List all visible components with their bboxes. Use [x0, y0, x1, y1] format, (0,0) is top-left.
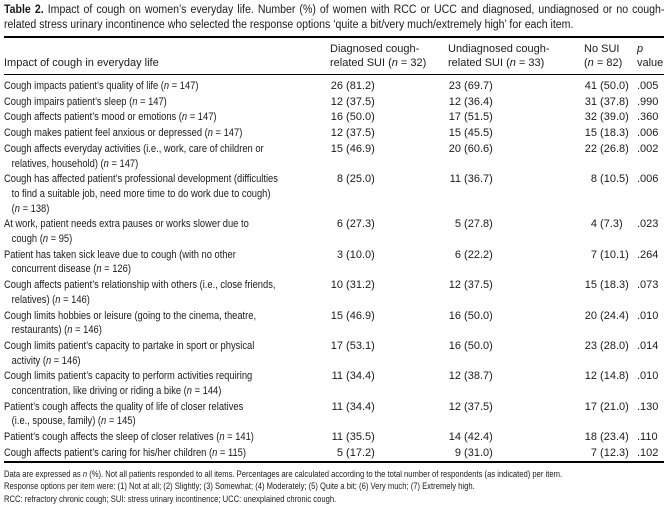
count-value: 15 — [330, 142, 343, 155]
p-value-cell: .990 — [637, 95, 659, 108]
p-value-cell: .102 — [637, 446, 659, 459]
table-row — [4, 308, 664, 338]
count-value: 9 — [454, 446, 461, 459]
row-label: Cough impacts patient’s quality of life (n = 147) — [4, 80, 199, 92]
diagnosed-sui-cell: 3 (10.0) — [326, 247, 444, 277]
diagnosed-sui-cell: 8 (25.0) — [326, 171, 444, 216]
table-row — [4, 399, 664, 429]
column-header-impact: Impact of cough in everyday life — [4, 37, 326, 75]
count-value: 12 — [584, 370, 597, 383]
p-value-cell: .360 — [637, 111, 659, 124]
count-value: 14 — [448, 431, 461, 444]
table-row — [4, 247, 664, 277]
count-value: 15 — [584, 127, 597, 140]
table-row — [4, 445, 664, 462]
count-value: 41 — [584, 80, 597, 92]
table-row — [4, 216, 664, 246]
count-value: 11 — [331, 431, 343, 444]
footnote-response-options: Response options per item were: (1) Not at all; (2) Slightly; (3) Somewhat; (4) Moderately; (5) Quite a bit; (6) Very much; (7) Extremely high. — [4, 481, 475, 492]
count-value: 10 — [330, 279, 343, 292]
count-value: 7 — [590, 248, 597, 261]
table-row — [4, 277, 664, 307]
undiagnosed-sui-cell: 16 (50.0) — [448, 339, 493, 352]
undiagnosed-sui-cell: 15 (45.5) — [448, 127, 493, 140]
count-value: 11 — [449, 173, 461, 186]
row-label: Patient has taken sick leave due to cough (with no other concurrent disease (n = 126) — [4, 248, 236, 276]
count-value: 6 — [336, 218, 343, 231]
table-caption — [4, 3, 664, 33]
row-label: Cough limits hobbies or leisure (going to the cinema, theatre, restaurants) (n = 146) — [4, 309, 257, 337]
results-table — [4, 36, 664, 463]
count-value: 12 — [448, 370, 461, 383]
count-value: 20 — [448, 142, 461, 155]
count-value: 4 — [590, 218, 597, 231]
count-value: 6 — [454, 248, 461, 261]
no-sui-cell: 41 (50.0) — [584, 80, 629, 92]
table-row — [4, 109, 664, 125]
undiagnosed-sui-cell: 20 (60.6) — [448, 142, 493, 155]
count-value: 20 — [584, 309, 597, 322]
table-row — [4, 125, 664, 141]
undiagnosed-sui-cell: 6 (22.2) — [444, 247, 576, 277]
p-value-cell: .130 — [637, 400, 659, 413]
row-label: At work, patient needs extra pauses or works slower due to cough (n = 95) — [4, 218, 249, 246]
row-label: Cough limits patient’s capacity to partake in sport or physical activity (n = 146) — [4, 339, 255, 367]
table-caption-text-block — [4, 3, 664, 33]
count-value: 8 — [590, 173, 597, 186]
diagnosed-sui-cell: 17 (53.1) — [330, 339, 375, 352]
no-sui-cell: 20 (24.4) — [584, 309, 629, 322]
undiagnosed-sui-cell: 16 (50.0) — [448, 309, 493, 322]
diagnosed-sui-cell: 15 (46.9) — [330, 309, 375, 322]
column-header-diagnosed-sui: Diagnosed cough- related SUI (n = 32) — [326, 37, 444, 75]
undiagnosed-sui-cell: 12 (37.5) — [448, 400, 493, 413]
count-value: 22 — [584, 142, 597, 155]
count-value: 17 — [584, 400, 597, 413]
undiagnosed-sui-cell: 12 (37.5) — [448, 279, 493, 292]
undiagnosed-sui-cell: 17 (51.5) — [448, 111, 493, 124]
no-sui-cell: 18 (23.4) — [584, 431, 629, 444]
no-sui-cell: 23 (28.0) — [584, 339, 629, 352]
count-value: 11 — [331, 400, 343, 413]
p-value-cell: .110 — [637, 431, 658, 444]
results-table-body — [4, 75, 664, 462]
p-value-cell: .005 — [637, 80, 659, 92]
row-label: Patient’s cough affects the sleep of closer relatives (n = 141) — [4, 431, 254, 444]
row-label: Cough affects patient’s relationship with others (i.e., close friends, relatives) (n = 146) — [4, 279, 276, 306]
count-value: 23 — [584, 339, 597, 352]
p-value-cell: .073 — [637, 279, 659, 292]
count-value: 17 — [330, 339, 343, 352]
count-value: 32 — [584, 111, 597, 124]
diagnosed-sui-cell: 12 (37.5) — [330, 95, 375, 108]
p-value-cell: .006 — [637, 127, 659, 140]
footnote-data-note: Data are expressed as n (%). Not all patients responded to all items. Percentages are calculated according to the total number of respondents (as indicated) per item. — [4, 468, 563, 479]
row-label: Cough limits patient’s capacity to perform activities requiring concentration, like driving or riding a bike (n = 144) — [4, 370, 253, 398]
row-label: Cough impairs patient’s sleep (n = 147) — [4, 95, 167, 108]
count-value: 5 — [454, 218, 461, 231]
no-sui-cell: 17 (21.0) — [584, 400, 629, 413]
count-value: 5 — [336, 446, 343, 459]
no-sui-cell: 32 (39.0) — [584, 111, 629, 124]
count-value: 8 — [336, 173, 343, 186]
row-label: Cough makes patient feel anxious or depressed (n = 147) — [4, 127, 243, 140]
p-value-cell: .002 — [637, 142, 659, 155]
count-value: 16 — [448, 309, 461, 322]
row-label: Cough affects patient’s caring for his/her children (n = 115) — [4, 446, 246, 459]
count-value: 17 — [448, 111, 461, 124]
diagnosed-sui-cell: 15 (46.9) — [330, 142, 375, 155]
column-header-no-sui: No SUI (n = 82) — [576, 37, 632, 75]
row-label: Cough affects patient’s mood or emotions (n = 147) — [4, 111, 217, 124]
column-header-undiagnosed-sui: Undiagnosed cough- related SUI (n = 33) — [444, 37, 576, 75]
undiagnosed-sui-cell: 5 (27.8) — [444, 216, 576, 246]
table-header-row — [4, 37, 664, 75]
count-value: 15 — [584, 279, 597, 292]
undiagnosed-sui-cell: 23 (69.7) — [448, 80, 493, 92]
no-sui-cell: 7 (10.1) — [576, 247, 632, 277]
row-label: Cough has affected patient’s professional development (difficulties to find a suitable job, need more time to do work due to cough) (n = 138) — [4, 173, 278, 215]
count-value: 12 — [448, 95, 461, 108]
undiagnosed-sui-cell: 14 (42.4) — [448, 431, 493, 444]
table-row — [4, 338, 664, 368]
table-row — [4, 75, 664, 94]
no-sui-cell: 8 (10.5) — [576, 171, 632, 216]
undiagnosed-sui-cell: 12 (38.7) — [448, 370, 493, 383]
diagnosed-sui-cell: 11 (34.4) — [331, 370, 375, 383]
count-value: 12 — [448, 279, 461, 292]
diagnosed-sui-cell: 11 (35.5) — [331, 431, 375, 444]
diagnosed-sui-cell: 16 (50.0) — [330, 111, 375, 124]
table-footnotes — [4, 468, 664, 506]
row-label: Cough affects everyday activities (i.e., work, care of children or relatives, household) (n = 147) — [4, 142, 264, 170]
diagnosed-sui-cell: 10 (31.2) — [330, 279, 375, 292]
table-row — [4, 171, 664, 216]
count-value: 23 — [448, 80, 461, 92]
p-value-cell: .023 — [637, 218, 659, 231]
count-value: 31 — [584, 95, 597, 108]
diagnosed-sui-cell: 26 (81.2) — [330, 80, 375, 92]
no-sui-cell: 31 (37.8) — [584, 95, 629, 108]
table-row — [4, 141, 664, 171]
diagnosed-sui-cell: 12 (37.5) — [330, 127, 375, 140]
count-value: 16 — [448, 339, 461, 352]
count-value: 15 — [330, 309, 343, 322]
row-label: Patient’s cough affects the quality of life of closer relatives (i.e., spouse, family) (n = 145) — [4, 400, 244, 428]
count-value: 12 — [330, 127, 343, 140]
p-value-cell: .264 — [637, 248, 659, 261]
no-sui-cell: 4 (7.3) — [576, 216, 632, 246]
no-sui-cell: 7 (12.3) — [576, 445, 632, 462]
count-value: 7 — [590, 446, 597, 459]
no-sui-cell: 12 (14.8) — [584, 370, 629, 383]
count-value: 26 — [330, 80, 343, 92]
undiagnosed-sui-cell: 9 (31.0) — [444, 445, 576, 462]
table-row — [4, 368, 664, 398]
no-sui-cell: 15 (18.3) — [584, 127, 629, 140]
undiagnosed-sui-cell: 12 (36.4) — [448, 95, 493, 108]
undiagnosed-sui-cell: 11 (36.7) — [449, 173, 493, 186]
table-header — [4, 37, 664, 75]
count-value: 15 — [448, 127, 461, 140]
p-value-cell: .010 — [637, 370, 659, 383]
diagnosed-sui-cell: 11 (34.4) — [331, 400, 375, 413]
no-sui-cell: 22 (26.8) — [584, 142, 629, 155]
count-value: 18 — [584, 431, 597, 444]
diagnosed-sui-cell: 5 (17.2) — [326, 445, 444, 462]
p-value-cell: .006 — [637, 173, 659, 186]
count-value: 3 — [336, 248, 343, 261]
table-row — [4, 94, 664, 110]
count-value: 12 — [330, 95, 343, 108]
count-value: 16 — [330, 111, 343, 124]
p-value-cell: .014 — [637, 339, 659, 352]
column-header-p-value: p value — [632, 37, 664, 75]
count-value: 11 — [331, 370, 343, 383]
table-row — [4, 429, 664, 445]
p-value-cell: .010 — [637, 309, 659, 322]
count-value: 12 — [448, 400, 461, 413]
no-sui-cell: 15 (18.3) — [584, 279, 629, 292]
table-caption-text: Impact of cough on women’s everyday life. Number (%) of women with RCC or UCC and diagnosed, undiagnosed or no cough-related stress urinary incontinence who selected the response options ‘quite a bit/very much/extremely high’ for each item. — [4, 4, 665, 31]
diagnosed-sui-cell: 6 (27.3) — [326, 216, 444, 246]
table-caption-label: Table 2. — [4, 4, 44, 16]
footnote-abbreviations: RCC: refractory chronic cough; SUI: stress urinary incontinence; UCC: unexplained chronic cough. — [4, 493, 337, 504]
